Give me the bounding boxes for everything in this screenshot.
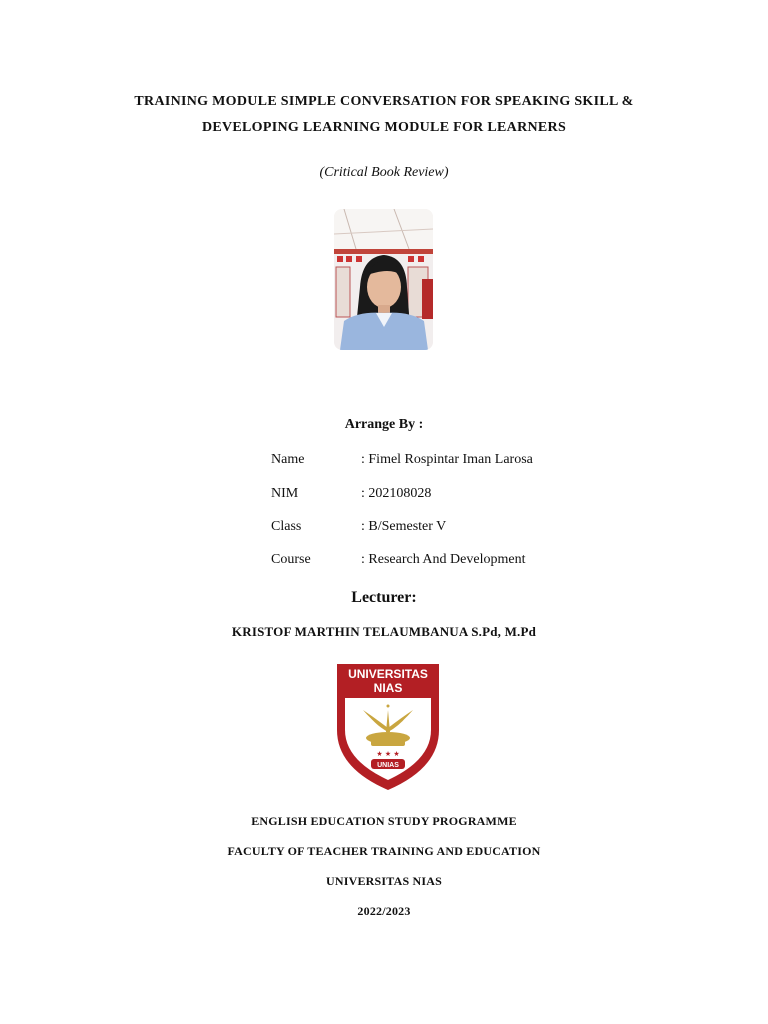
info-value-class: : B/Semester V	[361, 519, 447, 534]
title-line-1: TRAINING MODULE SIMPLE CONVERSATION FOR SPEAKING SKILL &	[134, 94, 634, 109]
info-label-name: Name	[271, 452, 305, 467]
info-value-name: : Fimel Rospintar Iman Larosa	[361, 452, 533, 467]
university-logo	[333, 660, 443, 792]
document-title	[0, 89, 768, 141]
title-line-2: DEVELOPING LEARNING MODULE FOR LEARNERS	[201, 120, 567, 135]
info-label-course: Course	[271, 552, 311, 567]
info-label-class: Class	[271, 519, 302, 534]
info-value-nim: : 202108028	[361, 486, 432, 501]
lecturer-heading: Lecturer:	[351, 589, 417, 606]
lecturer-name: KRISTOF MARTHIN TELAUMBANUA S.Pd, M.Pd	[231, 624, 537, 639]
info-label-nim: NIM	[271, 486, 299, 501]
logo-banner-text: UNIAS	[377, 762, 399, 769]
arranged-by-heading: Arrange By :	[344, 417, 424, 432]
student-photo	[334, 209, 433, 350]
svg-text:★ ★ ★: ★ ★ ★	[376, 750, 400, 758]
university-name: UNIVERSITAS NIAS	[325, 874, 442, 888]
study-programme: ENGLISH EDUCATION STUDY PROGRAMME	[251, 814, 517, 828]
academic-year: 2022/2023	[357, 904, 411, 918]
info-value-course: : Research And Development	[361, 552, 526, 567]
document-subtitle: (Critical Book Review)	[319, 165, 449, 180]
faculty-name: FACULTY OF TEACHER TRAINING AND EDUCATION	[227, 844, 541, 858]
logo-text-line1: UNIVERSITAS	[348, 667, 428, 681]
logo-text-line2: NIAS	[373, 681, 403, 695]
